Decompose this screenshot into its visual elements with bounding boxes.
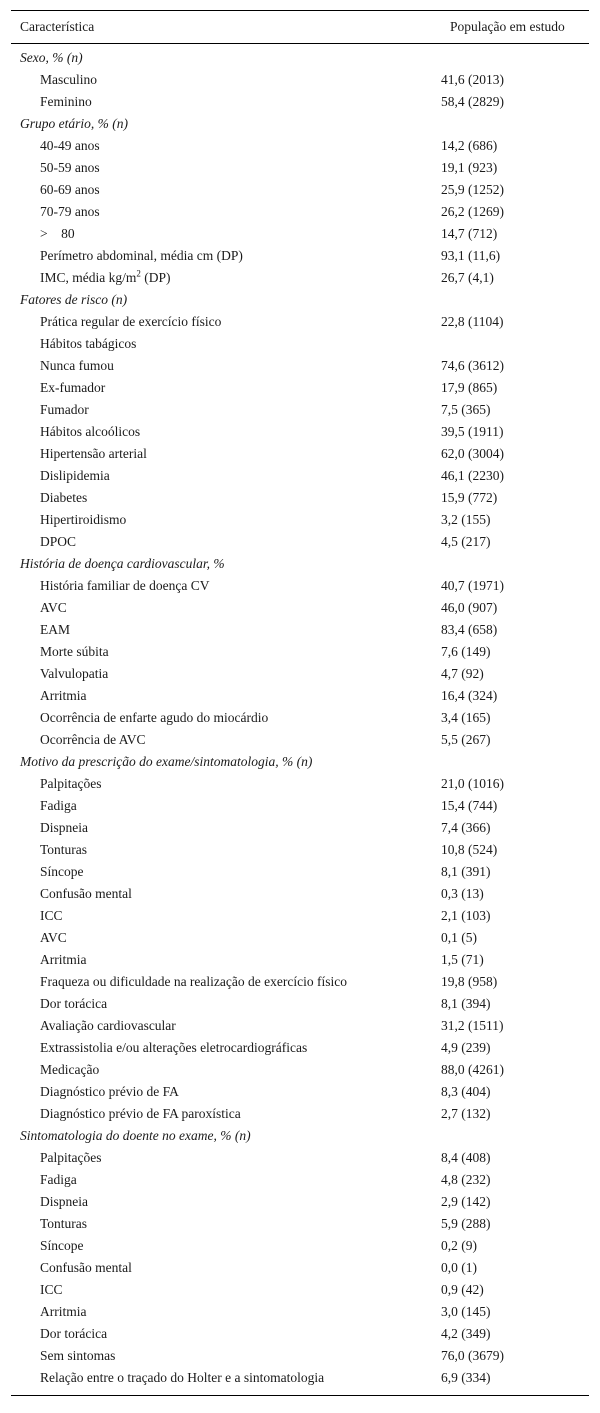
row-label-text: Fadiga: [40, 1172, 77, 1187]
table-row: [11, 1059, 589, 1081]
table-row: [11, 223, 589, 245]
row-label-text: Ocorrência de enfarte agudo do miocárdio: [40, 710, 269, 725]
row-value: 4,7 (92): [441, 666, 484, 681]
row-label: [11, 336, 432, 352]
row-label: [11, 72, 432, 88]
row-label-text: Nunca fumou: [40, 358, 114, 373]
row-value: 0,3 (13): [441, 886, 484, 901]
row-label-text: > 80: [40, 226, 75, 241]
row-label-text: Arritmia: [40, 688, 87, 703]
row-label-text: Avaliação cardiovascular: [40, 1018, 176, 1033]
row-value: 7,6 (149): [441, 644, 491, 659]
row-value: 58,4 (2829): [441, 94, 504, 109]
row-value: 46,1 (2230): [441, 468, 504, 483]
row-value: 7,5 (365): [441, 402, 491, 417]
row-value: 26,2 (1269): [441, 204, 504, 219]
row-label-text: Hábitos tabágicos: [40, 336, 137, 351]
row-label: [11, 1106, 432, 1122]
row-label: [11, 908, 432, 924]
row-label-text: 40-49 anos: [40, 138, 100, 153]
table-row: [11, 201, 589, 223]
row-label: [11, 402, 432, 418]
header-population: População em estudo: [450, 19, 565, 34]
table-row: [11, 333, 589, 355]
row-label-text: Diabetes: [40, 490, 88, 505]
section-title: Sintomatologia do doente no exame, % (n): [20, 1128, 251, 1143]
table-row: [11, 465, 589, 487]
row-label-text: Hipertensão arterial: [40, 446, 147, 461]
table-row: [11, 69, 589, 91]
row-label: [11, 1084, 432, 1100]
table-row: [11, 949, 589, 971]
row-label-text: Medicação: [40, 1062, 100, 1077]
row-value: 46,0 (907): [441, 600, 498, 615]
row-value: 8,1 (394): [441, 996, 491, 1011]
row-label: [11, 710, 432, 726]
table-row: [11, 971, 589, 993]
table-row: [11, 861, 589, 883]
section-title: História de doença cardiovascular, %: [20, 556, 225, 571]
row-value: 25,9 (1252): [441, 182, 504, 197]
row-value: 4,8 (232): [441, 1172, 491, 1187]
section-header-row: [11, 751, 589, 773]
table-row: [11, 1345, 589, 1367]
row-value: 2,1 (103): [441, 908, 491, 923]
header-characteristic: Característica: [20, 19, 95, 34]
table-row: [11, 1037, 589, 1059]
row-value: 8,3 (404): [441, 1084, 491, 1099]
row-label: [11, 468, 432, 484]
row-label-text: Dislipidemia: [40, 468, 110, 483]
table-row: [11, 707, 589, 729]
table-row: [11, 179, 589, 201]
section-title: Motivo da prescrição do exame/sintomatologia, % (n): [20, 754, 313, 769]
table-row: [11, 883, 589, 905]
row-label: [11, 1062, 432, 1078]
table-row: [11, 1301, 589, 1323]
row-value: 8,4 (408): [441, 1150, 491, 1165]
row-label-text: Ocorrência de AVC: [40, 732, 146, 747]
row-label: [11, 182, 432, 198]
section-title: Fatores de risco (n): [20, 292, 128, 307]
table-row: [11, 421, 589, 443]
row-label-text: Fumador: [40, 402, 89, 417]
row-label: [11, 314, 432, 330]
row-label-text: Arritmia: [40, 952, 87, 967]
row-label: [11, 380, 432, 396]
table-row: [11, 597, 589, 619]
row-label: [11, 160, 432, 176]
row-label-text: 70-79 anos: [40, 204, 100, 219]
row-label-text: Diagnóstico prévio de FA paroxística: [40, 1106, 241, 1121]
table-row: [11, 531, 589, 553]
row-label-text: Dispneia: [40, 820, 88, 835]
row-label: [11, 622, 432, 638]
row-label-text: Tonturas: [40, 842, 88, 857]
row-value: 3,0 (145): [441, 1304, 491, 1319]
row-label: [11, 644, 432, 660]
row-label-text: Masculino: [40, 72, 97, 87]
table-row: [11, 993, 589, 1015]
table-row: [11, 377, 589, 399]
row-label: [11, 798, 432, 814]
table-row: [11, 1235, 589, 1257]
section-header-row: [11, 113, 589, 135]
row-label: [11, 600, 432, 616]
table-row: [11, 157, 589, 179]
row-label-text: Sem sintomas: [40, 1348, 116, 1363]
row-value: 14,2 (686): [441, 138, 498, 153]
row-label-text: 50-59 anos: [40, 160, 100, 175]
row-label-text: IMC, média kg/m: [40, 270, 137, 285]
row-label-text: Hábitos alcoólicos: [40, 424, 141, 439]
row-value: 0,2 (9): [441, 1238, 477, 1253]
row-label: [11, 996, 432, 1012]
row-value: 19,8 (958): [441, 974, 498, 989]
row-value: 5,9 (288): [441, 1216, 491, 1231]
row-label-text: Dor torácica: [40, 1326, 108, 1341]
row-label: [11, 1150, 432, 1166]
table-row: [11, 1257, 589, 1279]
table-row: [11, 1367, 589, 1389]
row-label-text: Hipertiroidismo: [40, 512, 127, 527]
row-label-text: Arritmia: [40, 1304, 87, 1319]
row-label-text: DPOC: [40, 534, 77, 549]
row-value: 7,4 (366): [441, 820, 491, 835]
row-label-text: Síncope: [40, 1238, 84, 1253]
row-label: [11, 270, 432, 286]
row-label: [11, 732, 432, 748]
table-body: [11, 47, 589, 1396]
row-value: 8,1 (391): [441, 864, 491, 879]
table-row: [11, 399, 589, 421]
table-row: [11, 795, 589, 817]
row-label-text: ICC: [40, 908, 63, 923]
row-value: 88,0 (4261): [441, 1062, 504, 1077]
row-label-text: Extrassistolia e/ou alterações eletrocardiográficas: [40, 1040, 308, 1055]
row-label-text: Diagnóstico prévio de FA: [40, 1084, 179, 1099]
section-header-row: [11, 47, 589, 69]
table-row: [11, 905, 589, 927]
row-label-text: Palpitações: [40, 776, 102, 791]
row-value: 3,4 (165): [441, 710, 491, 725]
row-label-text: 60-69 anos: [40, 182, 100, 197]
row-label: [11, 886, 432, 902]
row-label-text: AVC: [40, 600, 67, 615]
section-header-row: [11, 1125, 589, 1147]
row-label-tail: (DP): [140, 270, 171, 285]
row-label-text: Relação entre o traçado do Holter e a sintomatologia: [40, 1370, 325, 1385]
row-label-text: Confusão mental: [40, 1260, 132, 1275]
row-label: [11, 1172, 432, 1188]
row-label: [11, 1260, 432, 1276]
row-label: [11, 248, 432, 264]
section-header-row: [11, 553, 589, 575]
row-label: [11, 424, 432, 440]
row-value: 2,9 (142): [441, 1194, 491, 1209]
table-row: [11, 355, 589, 377]
row-label-text: Confusão mental: [40, 886, 132, 901]
row-value: 22,8 (1104): [441, 314, 504, 329]
row-value: 0,0 (1): [441, 1260, 477, 1275]
row-label-text: AVC: [40, 930, 67, 945]
row-label-text: Feminino: [40, 94, 92, 109]
row-value: 14,7 (712): [441, 226, 498, 241]
table-row: [11, 1169, 589, 1191]
table-row: [11, 245, 589, 267]
row-value: 74,6 (3612): [441, 358, 504, 373]
row-value: 2,7 (132): [441, 1106, 491, 1121]
row-label: [11, 1282, 432, 1298]
row-label: [11, 1216, 432, 1232]
row-label: [11, 1194, 432, 1210]
section-title: Sexo, % (n): [20, 50, 83, 65]
table-row: [11, 1081, 589, 1103]
row-label: [11, 666, 432, 682]
row-label: [11, 94, 432, 110]
row-label: [11, 930, 432, 946]
row-label: [11, 776, 432, 792]
row-value: 19,1 (923): [441, 160, 498, 175]
table-row: [11, 575, 589, 597]
row-value: 10,8 (524): [441, 842, 498, 857]
row-value: 31,2 (1511): [441, 1018, 504, 1033]
row-label-text: Dispneia: [40, 1194, 88, 1209]
row-label: [11, 820, 432, 836]
row-label: [11, 446, 432, 462]
row-label-text: Morte súbita: [40, 644, 109, 659]
row-label-text: ICC: [40, 1282, 63, 1297]
table-row: [11, 839, 589, 861]
row-label: [11, 226, 432, 242]
row-label-text: Valvulopatia: [40, 666, 109, 681]
row-label: [11, 1326, 432, 1342]
row-value: 4,2 (349): [441, 1326, 491, 1341]
row-value: 0,9 (42): [441, 1282, 484, 1297]
row-value: 15,4 (744): [441, 798, 498, 813]
table-row: [11, 1323, 589, 1345]
row-label: [11, 512, 432, 528]
table-row: [11, 619, 589, 641]
row-label-text: EAM: [40, 622, 70, 637]
row-label: [11, 1040, 432, 1056]
row-label: [11, 1018, 432, 1034]
row-label: [11, 864, 432, 880]
row-label: [11, 688, 432, 704]
table-row: [11, 91, 589, 113]
row-label: [11, 1238, 432, 1254]
row-value: 40,7 (1971): [441, 578, 504, 593]
table-row: [11, 641, 589, 663]
characteristics-table: [11, 10, 589, 1396]
row-label: [11, 534, 432, 550]
table-row: [11, 1279, 589, 1301]
row-value: 1,5 (71): [441, 952, 484, 967]
table-row: [11, 927, 589, 949]
row-label: [11, 974, 432, 990]
table-row: [11, 443, 589, 465]
row-value: 17,9 (865): [441, 380, 498, 395]
row-label-text: Prática regular de exercício físico: [40, 314, 222, 329]
row-label: [11, 952, 432, 968]
table-row: [11, 773, 589, 795]
table-row: [11, 1191, 589, 1213]
row-value: 76,0 (3679): [441, 1348, 504, 1363]
row-label-text: Tonturas: [40, 1216, 88, 1231]
row-label-text: Síncope: [40, 864, 84, 879]
table-row: [11, 1147, 589, 1169]
row-label-text: Dor torácica: [40, 996, 108, 1011]
row-label-text: História familiar de doença CV: [40, 578, 210, 593]
row-label: [11, 842, 432, 858]
row-label: [11, 204, 432, 220]
table-row: [11, 1213, 589, 1235]
table-row: [11, 267, 589, 289]
table-row: [11, 1103, 589, 1125]
row-label: [11, 490, 432, 506]
row-value: 83,4 (658): [441, 622, 498, 637]
row-value: 62,0 (3004): [441, 446, 504, 461]
section-title: Grupo etário, % (n): [20, 116, 128, 131]
row-value: 5,5 (267): [441, 732, 491, 747]
row-value: 3,2 (155): [441, 512, 491, 527]
row-value: 6,9 (334): [441, 1370, 491, 1385]
row-label: [11, 578, 432, 594]
row-label-text: Fraqueza ou dificuldade na realização de exercício físico: [40, 974, 347, 989]
table-row: [11, 509, 589, 531]
row-label-text: Ex-fumador: [40, 380, 106, 395]
table-row: [11, 817, 589, 839]
row-label-text: Fadiga: [40, 798, 77, 813]
row-label: [11, 1370, 432, 1386]
table-row: [11, 487, 589, 509]
row-label: [11, 1348, 432, 1364]
table-row: [11, 135, 589, 157]
row-value: 93,1 (11,6): [441, 248, 501, 263]
row-value: 26,7 (4,1): [441, 270, 494, 285]
table-row: [11, 663, 589, 685]
table-row: [11, 729, 589, 751]
row-label: [11, 1304, 432, 1320]
section-header-row: [11, 289, 589, 311]
row-value: 4,9 (239): [441, 1040, 491, 1055]
table-row: [11, 685, 589, 707]
row-label: [11, 358, 432, 374]
table-row: [11, 1015, 589, 1037]
table-header: [11, 11, 589, 44]
row-value: 21,0 (1016): [441, 776, 504, 791]
row-value: 41,6 (2013): [441, 72, 504, 87]
row-value: 15,9 (772): [441, 490, 498, 505]
table-row: [11, 311, 589, 333]
row-label-text: Perímetro abdominal, média cm (DP): [40, 248, 243, 263]
row-value: 0,1 (5): [441, 930, 477, 945]
row-label-superscript: 2: [136, 270, 141, 279]
row-value: 39,5 (1911): [441, 424, 504, 439]
row-value: 4,5 (217): [441, 534, 491, 549]
row-value: 16,4 (324): [441, 688, 498, 703]
row-label: [11, 138, 432, 154]
row-label-text: Palpitações: [40, 1150, 102, 1165]
